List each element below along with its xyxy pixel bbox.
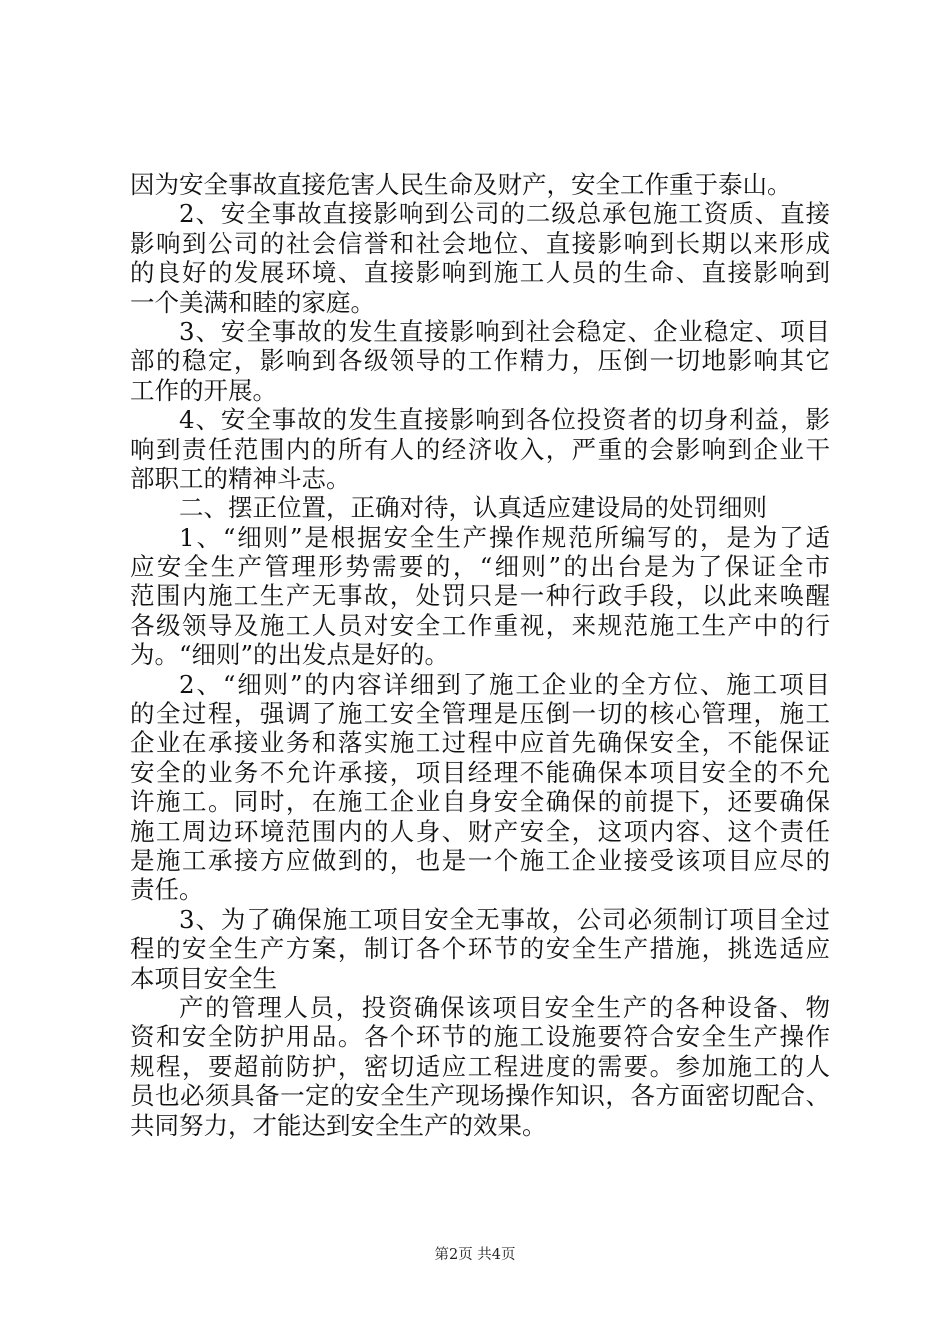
text-line: 部的稳定，影响到各级领导的工作精力，压倒一切地影响其它 (130, 346, 830, 376)
text-line: 响到责任范围内的所有人的经济收入，严重的会影响到企业干 (130, 434, 830, 464)
text-line: 工作的开展。 (130, 375, 277, 405)
text-line: 二、摆正位置，正确对待，认真适应建设局的处罚细则 (179, 493, 767, 523)
text-line: 因为安全事故直接危害人民生命及财产，安全工作重于泰山。 (130, 170, 792, 199)
text-line: 程的安全生产方案，制订各个环节的安全生产措施，挑选适应 (130, 934, 830, 964)
text-line: 责任。 (130, 875, 204, 905)
text-line: 为。“细则”的出发点是好的。 (130, 640, 450, 670)
text-line: 施工周边环境范围内的人身、财产安全，这项内容、这个责任 (130, 816, 830, 846)
text-line: 本项目安全生 (130, 963, 277, 993)
text-line: 员也必须具备一定的安全生产现场操作知识，各方面密切配合、 (130, 1081, 830, 1111)
text-line: 资和安全防护用品。各个环节的施工设施要符合安全生产操作 (130, 1022, 830, 1052)
text-line: 4、安全事故的发生直接影响到各位投资者的切身利益，影 (179, 405, 830, 435)
document-body (130, 170, 830, 1140)
text-line: 一个美满和睦的家庭。 (130, 287, 375, 317)
text-line: 共同努力，才能达到安全生产的效果。 (130, 1110, 547, 1140)
text-line: 规程，要超前防护，密切适应工程进度的需要。参加施工的人 (130, 1051, 830, 1081)
text-line: 1、“细则”是根据安全生产操作规范所编写的，是为了适 (179, 522, 830, 552)
text-line: 产的管理人员，投资确保该项目安全生产的各种设备、物 (179, 992, 830, 1022)
text-line: 企业在承接业务和落实施工过程中应首先确保安全，不能保证 (130, 728, 830, 758)
text-line: 安全的业务不允许承接，项目经理不能确保本项目安全的不允 (130, 757, 830, 787)
page-footer: 第2页 共4页 (434, 1247, 516, 1263)
text-line: 是施工承接方应做到的，也是一个施工企业接受该项目应尽的 (130, 845, 830, 875)
text-line: 2、“细则”的内容详细到了施工企业的全方位、施工项目 (179, 669, 830, 699)
text-line: 各级领导及施工人员对安全工作重视，来规范施工生产中的行 (130, 610, 830, 640)
text-line: 3、安全事故的发生直接影响到社会稳定、企业稳定、项目 (179, 316, 830, 346)
text-line: 3、为了确保施工项目安全无事故，公司必须制订项目全过 (179, 904, 830, 934)
text-line: 部职工的精神斗志。 (130, 463, 351, 493)
text-line: 的良好的发展环境、直接影响到施工人员的生命、直接影响到 (130, 258, 830, 288)
text-line: 范围内施工生产无事故，处罚只是一种行政手段，以此来唤醒 (130, 581, 830, 611)
text-line: 2、安全事故直接影响到公司的二级总承包施工资质、直接 (179, 199, 830, 229)
text-line: 许施工。同时，在施工企业自身安全确保的前提下，还要确保 (130, 787, 830, 817)
text-line: 的全过程，强调了施工安全管理是压倒一切的核心管理，施工 (130, 699, 830, 729)
text-line: 应安全生产管理形势需要的，“细则”的出台是为了保证全市 (130, 552, 830, 582)
text-line: 影响到公司的社会信誉和社会地位、直接影响到长期以来形成 (130, 228, 830, 258)
